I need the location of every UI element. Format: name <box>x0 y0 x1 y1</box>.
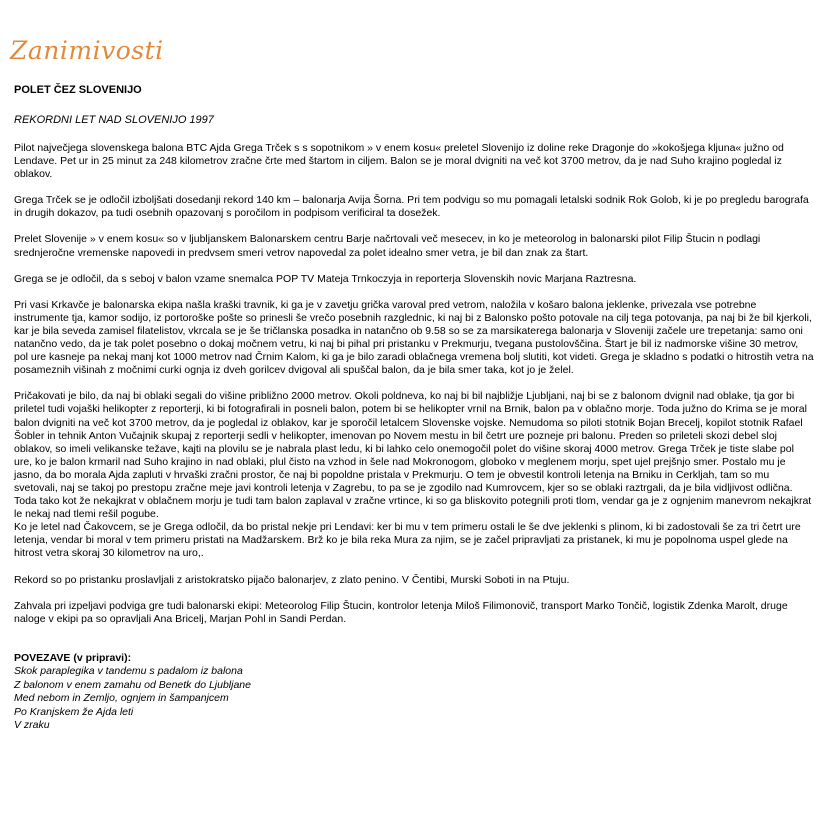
paragraph-thanks: Zahvala pri izpeljavi podviga gre tudi balonarski ekipi: Meteorolog Filip Štucin, kontrolor letenja Miloš Filimonovič, transport Marko Tončič, logistik Zdenka Marolt, druge naloge v ekipi pa so opravljali Ana Bricelj, Marjan Pohl in Sandi Perdan. <box>14 599 788 625</box>
related-link-item[interactable]: V zraku <box>14 719 50 732</box>
paragraph-record: Grega Trček se je odločil izboljšati dosedanji rekord 140 km – balonarja Avija Šorna. Pri tem podvigu so mu pomagali letalski sodnik Rok Golob, ki je po pregledu barografa in drugih dokazov, pa tudi osebnih opazovanj s poročilom in podpisom verificiral ta dosežek. <box>14 194 809 220</box>
paragraph-celebration: Rekord so po pristanku proslavljali z aristokratsko pijačo balonarjev, z zlato penino. V Čentibi, Murski Soboti in na Ptuju. <box>14 573 570 586</box>
related-link-item[interactable]: Z balonom v enem zamahu od Benetk do Ljubljane <box>14 678 251 691</box>
paragraph-start: Pri vasi Krkavče je balonarska ekipa našla kraški travnik, ki ga je v zavetju grička varoval pred vetrom, naložila v košaro balona jeklenke, privezala vse potrebne instrumente tja, kamor sodijo, iz portoroške pošte so prinesli še vrečo posebnih razglednic, ki naj bi z Balonsko pošto potovale na cilj tega potovanja, pa naj bi že bil kjerkoli, kar je bila seveda zamisel filatelistov, vkrcala se je še tričlanska posadka in natančno ob 9.58 so se za marsikaterega balonarja v Sloveniji začele ure trepetanja: samo oni natančno vedo, da je tak polet posebno o dokaj močnem vetru, ki naj bi pihal pri pristanku v Prekmurju, tvegana pustolovščina. Štart je bil iz nadmorske višine 30 metrov, pol ure kasneje pa nekaj manj kot 1000 metrov nad Črnim Kalom, ki ga je bilo zaradi oblačnega vremena bolj slutiti, kot videti. Grega je skladno s podatki o hitrostih vetra na posameznih višinah z močnimi curki ognja iz dveh gorilcev dvigoval ali spuščal balon, da je bila smer taka, kot jo je želel. <box>14 298 814 377</box>
paragraph-planning: Prelet Slovenije » v enem kosu« so v ljubljanskem Balonarskem centru Barje načrtovali več mesecev, in ko je meteorolog in balonarski pilot Filip Štucin n podlagi srednjeročne vremenske napovedi in predvsem smeri vetrov napovedal za polet idealno smer vetra, je bil dan znak za štart. <box>14 233 761 259</box>
article-page <box>10 36 814 733</box>
related-link-item[interactable]: Skok paraplegika v tandemu s padalom iz balona <box>14 665 243 678</box>
paragraph-intro: Pilot največjega slovenskega balona BTC Ajda Grega Trček s s sopotnikom » v enem kosu« preletel Slovenijo iz doline reke Dragonje do »kokošjega kljuna« južno od Lendave. Pet ur in 25 minut za 248 kilometrov zračne črte med štartom in ciljem. Balon se je moral dvigniti na več kot 3700 metrov, da je nad Suho krajino pogledal iz oblakov. <box>14 142 784 181</box>
paragraph-landing: Ko je letel nad Čakovcem, se je Grega odločil, da bo pristal nekje pri Lendavi: ker bi mu v tem primeru ostali le še dve jeklenki s plinom, ki bi zadostovali še za tri četrt ure letenja, vendar bi moral v tem primeru pristati na Madžarskem. Brž ko je bila reka Mura za njim, se je začel pripravljati za pristanek, ki mu je popolnoma uspel glede na hitrost vetra skoraj 30 kilometrov na uro,. <box>14 521 801 560</box>
paragraph-flight: Pričakovati je bilo, da naj bi oblaki segali do višine približno 2000 metrov. Okoli poldneva, ko naj bi bil najbližje Ljubljani, naj bi se z balonom dvignil nad oblake, tja gor bi priletel tudi vojaški helikopter z reporterji, ki bi fotografirali in posneli balon, potem bi se helikopter vrnil na Brnik, balon pa v oblačno morje. Toda južno do Krima se je moral balon dvigniti na več kot 3700 metrov, da je pogledal iz oblakov, kar je sporočil letalcem Slovenske vojske. Nemudoma so piloti stotnik Bojan Brecelj, kopilot stotnik Rafael Šobler in tehnik Anton Vučajnik skupaj z reporterji sedli v helikopter, imenovan po Novem mestu in bil četrt ure pozneje pri balonu. Preden so prileteli skozi debel sloj oblakov, so imeli velikanske težave, kajti na plovilu se je nabrala plast ledu, ki bi lahko celo onemogočil polet do višine skoraj 4000 metrov. Grega Trček je tiste slabe pol ure, ko je balon krmaril nad Suho krajino in nad oblaki, plul čisto na vzhod in šele nad Mokronogom, globoko v meglenem morju, spet ujel prejšnjo smer. Postalo mu je jasno, da bo morala Ajda zapluti v hrvaški zračni prostor, če naj bi popoldne pristala v Prekmurju. O tem je obvestil kontroli letenja na Brniku in Cerkljah, tam so mu svetovali, naj se takoj po prestopu zračne meje javi kontroli letenja v Zagrebu, to pa se je zgodilo nad Kumrovcem, kjer so se oblaki raztrgali, da je bila vidljivost odlična. Toda tako kot že nekajkrat v oblačnem morju je tudi tam balon zaplaval v zračne vrtince, ki so ga bliskovito potegnili proti tlom, vendar ga je z ognjenim manevrom nekajkrat le nekaj nad tlemi rešil pogube. <box>14 390 812 521</box>
related-links <box>14 652 814 733</box>
site-logo: Zanimivosti <box>10 36 164 65</box>
related-links-title: POVEZAVE (v pripravi): <box>14 651 132 664</box>
related-link-item[interactable]: Po Kranjskem že Ajda leti <box>14 705 134 718</box>
paragraph-crew: Grega se je odločil, da s seboj v balon vzame snemalca POP TV Mateja Trnkoczyja in reporterja Slovenskih novic Marjana Raztresna. <box>14 272 637 285</box>
related-link-item[interactable]: Med nebom in Zemljo, ognjem in šampanjcem <box>14 692 229 705</box>
article-title: POLET ČEZ SLOVENIJO <box>14 84 142 96</box>
article-subtitle: REKORDNI LET NAD SLOVENIJO 1997 <box>14 114 214 126</box>
